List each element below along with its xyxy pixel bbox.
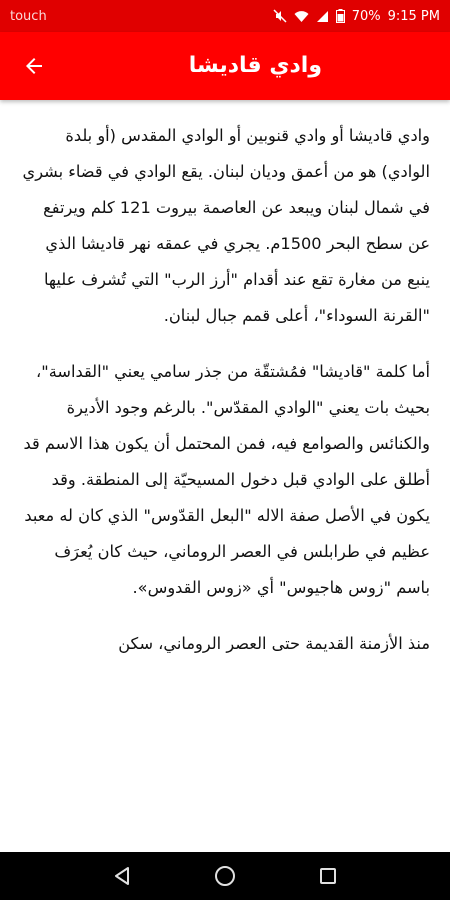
article-content[interactable]: [0, 100, 450, 852]
square-recents-icon: [318, 866, 338, 886]
circle-home-icon: [213, 864, 237, 888]
mute-icon: [273, 9, 287, 23]
nav-back-button[interactable]: [102, 856, 142, 896]
status-bar: [0, 0, 450, 32]
page-title: وادي قاديشا: [188, 53, 322, 78]
status-notification-text: touch: [10, 8, 47, 24]
status-icons: [273, 9, 440, 24]
battery-percent: 70%: [351, 8, 381, 24]
signal-icon: [316, 10, 329, 23]
wifi-icon: [294, 10, 309, 23]
app-bar: [0, 32, 450, 100]
nav-recents-button[interactable]: [308, 856, 348, 896]
battery-icon: [336, 9, 345, 23]
system-navigation-bar: [0, 852, 450, 900]
article-paragraph: منذ الأزمنة القديمة حتى العصر الروماني، سكن: [118, 634, 430, 653]
clock: 9:15 PM: [387, 8, 440, 24]
article-paragraph: وادي قاديشا أو وادي قنوبين أو الوادي المقدس (أو بلدة الوادي) هو من أعمق وديان لبنان. يقع الوادي في قضاء بشري في شمال لبنان ويبعد عن العاصمة بيروت 121 كلم ويرتفع عن سطح البحر 1500م. يجري في عمقه نهر قاديشا الذي ينبع من مغارة تقع عند أقدام "أرز الرب" التي تُشرف عليها "القرنة السوداء"، أعلى قمم جبال لبنان.: [22, 126, 430, 325]
article-paragraph: أما كلمة "قاديشا" فمُشتقّة من جذر سامي يعني "القداسة"، بحيث بات يعني "الوادي المقدّس". بالرغم وجود الأديرة والكنائس والصوامع فيه، فمن المحتمل أن يكون هذا الاسم قد أطلق على الوادي قبل دخول المسيحيّة إلى المنطقة. وقد يكون في الأصل صفة الاله "البعل القدّوس" الذي كان له معبد عظيم في طرابلس في العصر الروماني، حيث كان يُعرَف باسم "زوس هاجيوس" أي «زوس القدوس».: [23, 362, 430, 597]
arrow-left-icon: [22, 54, 46, 78]
back-button[interactable]: [18, 50, 50, 82]
nav-home-button[interactable]: [205, 856, 245, 896]
triangle-back-icon: [111, 865, 133, 887]
